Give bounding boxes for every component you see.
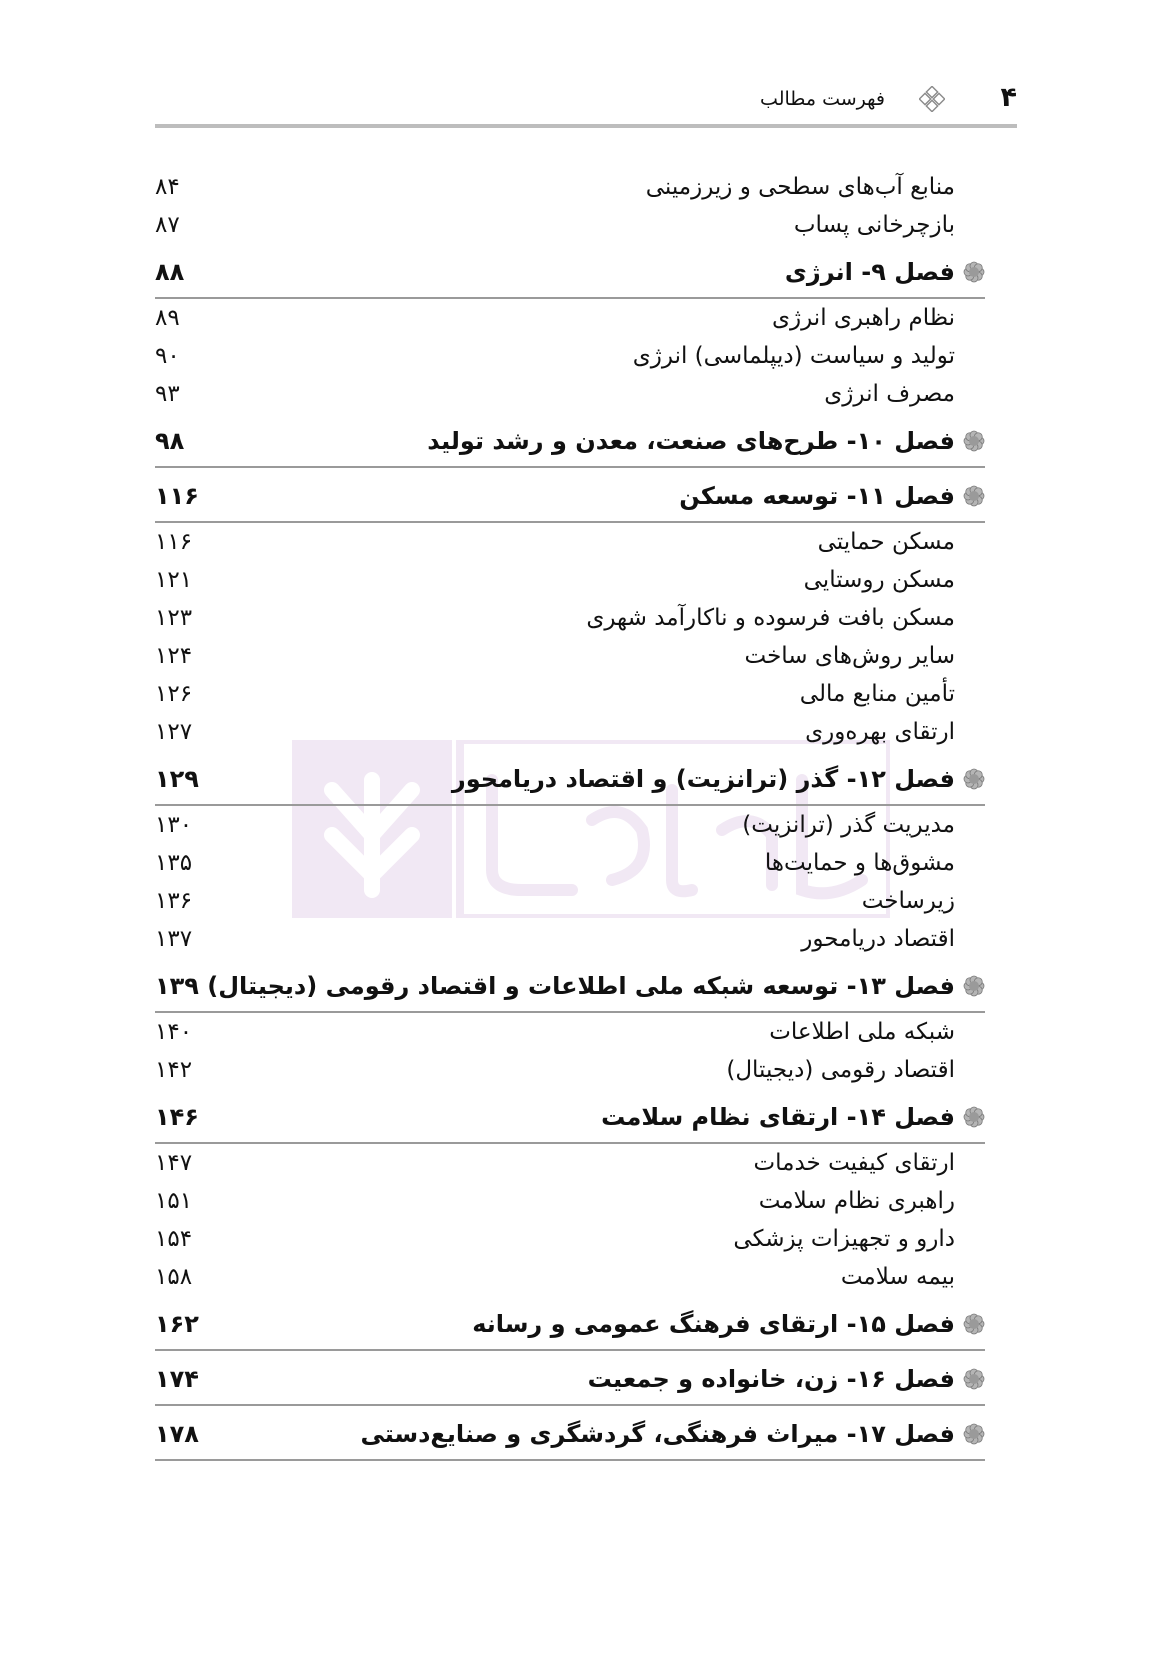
toc-page-number: ۸۸ <box>155 258 185 286</box>
toc-page-number: ۹۰ <box>155 343 180 369</box>
toc-section-title: تأمین منابع مالی <box>799 681 955 707</box>
toc-chapter-title: فصل ۱۴- ارتقای نظام سلامت <box>601 1103 955 1131</box>
toc-title-wrap <box>452 765 985 793</box>
toc-section-title: ارتقای کیفیت خدمات <box>753 1150 955 1176</box>
toc-title-wrap <box>769 1019 955 1045</box>
toc-chapter-row[interactable] <box>155 754 985 806</box>
toc-page-number: ۱۲۳ <box>155 605 193 631</box>
page-header <box>155 78 1017 122</box>
table-of-contents <box>155 168 985 1461</box>
toc-title-wrap <box>818 529 955 555</box>
toc-section-title: سایر روش‌های ساخت <box>744 643 955 669</box>
toc-title-wrap <box>785 258 985 286</box>
toc-section-row[interactable] <box>155 806 985 844</box>
toc-page-number: ۱۲۱ <box>155 567 193 593</box>
page-number: ۴ <box>1000 82 1017 113</box>
toc-title-wrap <box>726 1057 955 1083</box>
toc-title-wrap <box>586 605 955 631</box>
toc-page-number: ۱۴۶ <box>155 1103 199 1131</box>
toc-title-wrap <box>754 1150 956 1176</box>
flower-bullet-icon <box>963 485 985 507</box>
toc-title-wrap <box>804 567 955 593</box>
toc-section-row[interactable] <box>155 206 985 244</box>
toc-section-title: بازچرخانی پساب <box>793 212 955 238</box>
toc-section-title: اقتصاد رقومی (دیجیتال) <box>726 1057 955 1083</box>
toc-page-number: ۱۴۲ <box>155 1057 193 1083</box>
toc-page-number: ۱۷۴ <box>155 1365 199 1393</box>
toc-title-wrap <box>805 719 955 745</box>
toc-chapter-row[interactable] <box>155 247 985 299</box>
toc-section-title: منابع آب‌های سطحی و زیرزمینی <box>645 174 955 200</box>
header-divider <box>155 124 1017 128</box>
toc-chapter-row[interactable] <box>155 1299 985 1351</box>
toc-title-wrap <box>744 643 955 669</box>
toc-section-row[interactable] <box>155 637 985 675</box>
toc-section-title: مسکن روستایی <box>803 567 955 593</box>
toc-section-row[interactable] <box>155 713 985 751</box>
toc-section-row[interactable] <box>155 375 985 413</box>
toc-page-number: ۱۲۶ <box>155 681 193 707</box>
toc-section-title: نظام راهبری انرژی <box>772 305 955 331</box>
toc-section-title: راهبری نظام سلامت <box>758 1188 955 1214</box>
flower-bullet-icon <box>963 1423 985 1445</box>
toc-page-number: ۹۸ <box>155 427 185 455</box>
toc-title-wrap <box>679 482 985 510</box>
toc-page-number: ۱۳۷ <box>155 926 193 952</box>
toc-section-title: اقتصاد دریامحور <box>801 926 955 952</box>
flower-bullet-icon <box>963 1368 985 1390</box>
toc-section-row[interactable] <box>155 168 985 206</box>
flower-bullet-icon <box>963 1106 985 1128</box>
toc-section-title: مسکن حمایتی <box>817 529 955 555</box>
toc-section-title: ارتقای بهره‌وری <box>805 719 955 745</box>
running-title: فهرست مطالب <box>760 88 885 110</box>
toc-section-title: مصرف انرژی <box>824 381 955 407</box>
toc-section-title: تولید و سیاست (دیپلماسی) انرژی <box>632 343 955 369</box>
toc-section-title: دارو و تجهیزات پزشکی <box>733 1226 955 1252</box>
toc-section-row[interactable] <box>155 920 985 958</box>
toc-chapter-title: فصل ۱۱- توسعه مسکن <box>679 482 955 510</box>
toc-section-row[interactable] <box>155 599 985 637</box>
toc-title-wrap <box>733 1226 955 1252</box>
toc-page-number: ۱۲۴ <box>155 643 193 669</box>
toc-title-wrap <box>824 381 955 407</box>
toc-section-row[interactable] <box>155 1220 985 1258</box>
quatrefoil-ornament-icon <box>919 86 945 112</box>
toc-title-wrap <box>646 174 955 200</box>
toc-title-wrap <box>794 212 955 238</box>
toc-chapter-title: فصل ۱۵- ارتقای فرهنگ عمومی و رسانه <box>472 1310 955 1338</box>
toc-page-number: ۸۹ <box>155 305 180 331</box>
toc-section-row[interactable] <box>155 1182 985 1220</box>
toc-page-number: ۱۱۶ <box>155 482 199 510</box>
toc-section-row[interactable] <box>155 1013 985 1051</box>
toc-page-number: ۸۷ <box>155 212 180 238</box>
toc-page-number: ۱۳۹ <box>155 972 199 1000</box>
toc-section-title: مسکن بافت فرسوده و ناکارآمد شهری <box>586 605 955 631</box>
flower-bullet-icon <box>963 975 985 997</box>
toc-title-wrap <box>427 427 985 455</box>
toc-section-row[interactable] <box>155 337 985 375</box>
toc-title-wrap <box>800 681 955 707</box>
toc-section-row[interactable] <box>155 523 985 561</box>
flower-bullet-icon <box>963 261 985 283</box>
toc-title-wrap <box>601 1103 985 1131</box>
toc-page-number: ۱۴۰ <box>155 1019 193 1045</box>
toc-section-row[interactable] <box>155 882 985 920</box>
toc-title-wrap <box>360 1420 985 1448</box>
flower-bullet-icon <box>963 1313 985 1335</box>
toc-page-number: ۱۲۷ <box>155 719 193 745</box>
toc-section-title: مدیریت گذر (ترانزیت) <box>742 812 955 838</box>
toc-section-row[interactable] <box>155 299 985 337</box>
toc-title-wrap <box>633 343 955 369</box>
toc-chapter-title: فصل ۱۳- توسعه شبکه ملی اطلاعات و اقتصاد رقومی (دیجیتال) <box>207 972 955 1000</box>
toc-section-row[interactable] <box>155 1144 985 1182</box>
toc-chapter-row[interactable] <box>155 961 985 1013</box>
toc-page-number: ۱۵۱ <box>155 1188 193 1214</box>
toc-title-wrap <box>588 1365 985 1393</box>
toc-page-number: ۹۳ <box>155 381 180 407</box>
toc-title-wrap <box>772 305 955 331</box>
toc-section-title: زیرساخت <box>861 888 955 914</box>
toc-title-wrap <box>742 812 955 838</box>
toc-page-number: ۱۳۰ <box>155 812 193 838</box>
toc-chapter-title: فصل ۹- انرژی <box>784 258 955 286</box>
toc-page-number: ۱۴۷ <box>155 1150 193 1176</box>
flower-bullet-icon <box>963 768 985 790</box>
toc-title-wrap <box>801 926 955 952</box>
toc-chapter-title: فصل ۱۰- طرح‌های صنعت، معدن و رشد تولید <box>427 427 955 455</box>
toc-chapter-title: فصل ۱۷- میراث فرهنگی، گردشگری و صنایع‌دستی <box>360 1420 955 1448</box>
toc-page-number: ۱۶۲ <box>155 1310 199 1338</box>
toc-chapter-row[interactable] <box>155 1092 985 1144</box>
toc-section-title: شبکه ملی اطلاعات <box>769 1019 955 1045</box>
toc-section-title: بیمه سلامت <box>840 1264 955 1290</box>
toc-title-wrap <box>207 972 985 1000</box>
toc-page-number: ۱۵۴ <box>155 1226 193 1252</box>
toc-page-number: ۸۴ <box>155 174 180 200</box>
toc-page-number: ۱۱۶ <box>155 529 193 555</box>
toc-chapter-row[interactable] <box>155 1409 985 1461</box>
toc-chapter-title: فصل ۱۶- زن، خانواده و جمعیت <box>587 1365 955 1393</box>
toc-title-wrap <box>759 1188 955 1214</box>
toc-chapter-title: فصل ۱۲- گذر (ترانزیت) و اقتصاد دریامحور <box>451 765 955 793</box>
toc-chapter-row[interactable] <box>155 471 985 523</box>
toc-title-wrap <box>862 888 955 914</box>
toc-page-number: ۱۲۹ <box>155 765 199 793</box>
toc-title-wrap <box>472 1310 985 1338</box>
toc-page-number: ۱۳۵ <box>155 850 193 876</box>
toc-title-wrap <box>765 850 955 876</box>
toc-section-row[interactable] <box>155 561 985 599</box>
toc-section-title: مشوق‌ها و حمایت‌ها <box>764 850 955 876</box>
toc-chapter-row[interactable] <box>155 1354 985 1406</box>
toc-section-row[interactable] <box>155 1051 985 1089</box>
toc-page-number: ۱۷۸ <box>155 1420 199 1448</box>
flower-bullet-icon <box>963 430 985 452</box>
toc-section-row[interactable] <box>155 675 985 713</box>
toc-title-wrap <box>841 1264 955 1290</box>
toc-chapter-row[interactable] <box>155 416 985 468</box>
toc-page-number: ۱۳۶ <box>155 888 193 914</box>
toc-section-row[interactable] <box>155 1258 985 1296</box>
toc-page-number: ۱۵۸ <box>155 1264 193 1290</box>
toc-section-row[interactable] <box>155 844 985 882</box>
